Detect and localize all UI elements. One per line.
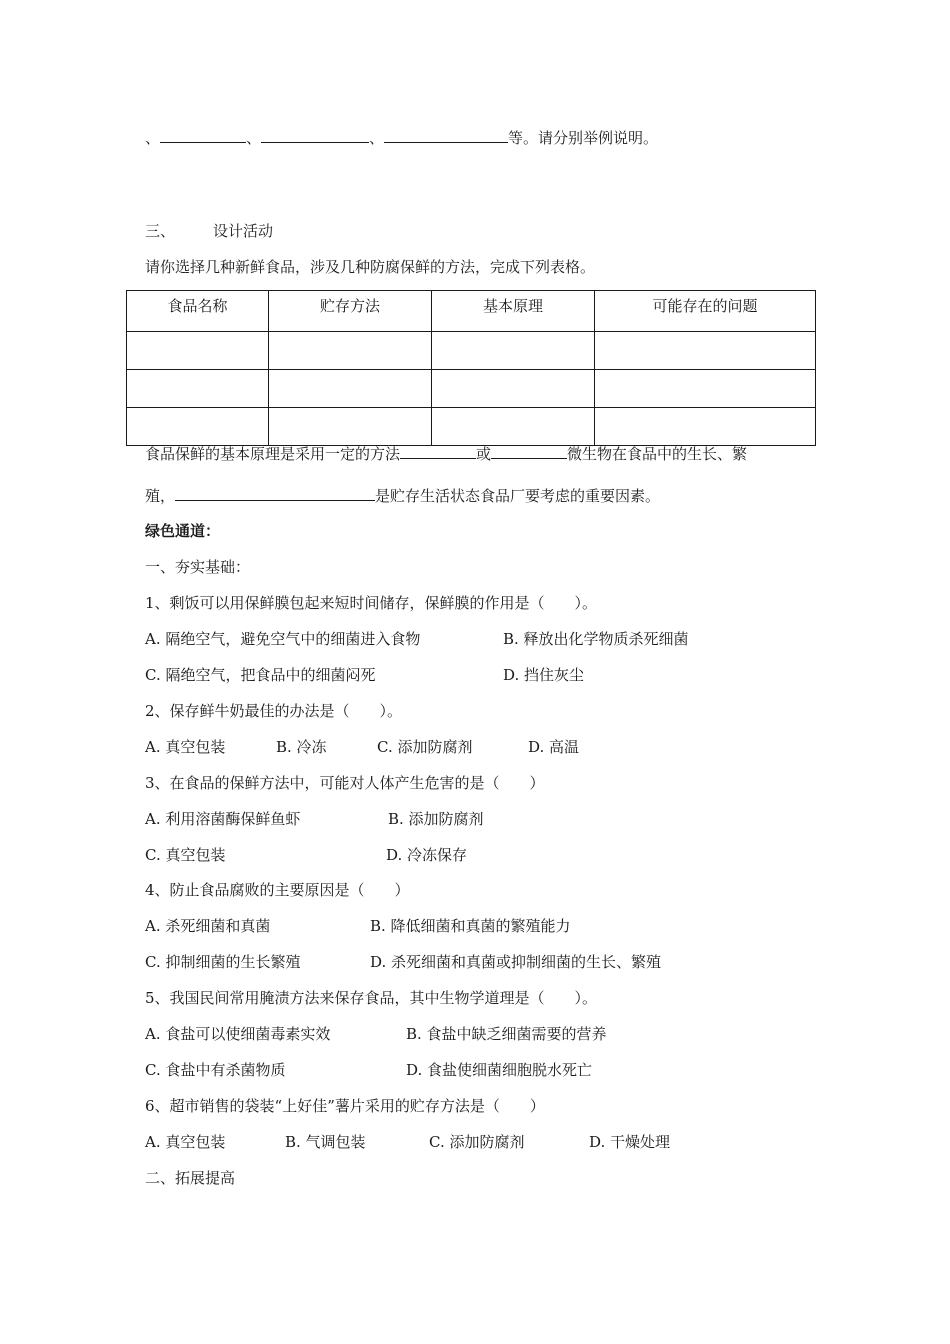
table-cell[interactable] — [595, 332, 816, 370]
q1-option-a[interactable]: A. 隔绝空气，避免空气中的细菌进入食物 — [145, 630, 421, 648]
blank-2[interactable] — [261, 128, 369, 143]
fill1-text-c: 微生物在食品中的生长、繁 — [567, 445, 748, 463]
q1-option-c[interactable]: C. 隔绝空气，把食品中的细菌闷死 — [145, 666, 376, 684]
fill1-text-b: 或 — [476, 445, 492, 463]
q6-option-a[interactable]: A. 真空包装 — [145, 1133, 226, 1151]
table-header-cell: 食品名称 — [127, 291, 269, 332]
section3-title: 设计活动 — [213, 222, 274, 240]
fill2-text-b: 是贮存生活状态食品厂要考虑的重要因素。 — [375, 487, 661, 505]
table-header-cell: 贮存方法 — [269, 291, 432, 332]
question-1-stem: 1、剩饭可以用保鲜膜包起来短时间储存，保鲜膜的作用是（ ）。 — [145, 594, 598, 612]
q2-option-d[interactable]: D. 高温 — [528, 738, 580, 756]
table-row — [127, 408, 816, 446]
q1-option-b[interactable]: B. 释放出化学物质杀死细菌 — [503, 630, 689, 648]
table-cell[interactable] — [127, 408, 269, 446]
blank-1[interactable] — [160, 128, 246, 143]
q5-option-b[interactable]: B. 食盐中缺乏细菌需要的营养 — [406, 1025, 607, 1043]
section3-heading — [145, 221, 273, 241]
q6-option-b[interactable]: B. 气调包装 — [285, 1133, 366, 1151]
table-cell[interactable] — [269, 370, 432, 408]
q4-option-d[interactable]: D. 杀死细菌和真菌或抑制细菌的生长、繁殖 — [370, 953, 662, 971]
table-cell[interactable] — [595, 370, 816, 408]
fill2-text-a: 殖， — [145, 487, 176, 505]
table-cell[interactable] — [432, 370, 595, 408]
question-2-stem: 2、保存鲜牛奶最佳的办法是（ ）。 — [145, 702, 403, 720]
q5-option-c[interactable]: C. 食盐中有杀菌物质 — [145, 1061, 286, 1079]
table-header-cell: 基本原理 — [432, 291, 595, 332]
table-cell[interactable] — [432, 408, 595, 446]
question-6-stem: 6、超市销售的袋装“上好佳”薯片采用的贮存方法是（ ） — [145, 1097, 545, 1115]
green-title: 绿色通道： — [145, 522, 221, 540]
table-cell[interactable] — [269, 408, 432, 446]
top-ending: 等。请分别举例说明。 — [508, 129, 659, 147]
blank-4[interactable] — [400, 444, 476, 459]
q1-option-d[interactable]: D. 挡住灰尘 — [503, 666, 585, 684]
table-cell[interactable] — [127, 332, 269, 370]
food-table — [126, 290, 816, 446]
fill1-text-a: 食品保鲜的基本原理是采用一定的方法 — [145, 445, 401, 463]
q4-option-c[interactable]: C. 抑制细菌的生长繁殖 — [145, 953, 301, 971]
q2-option-b[interactable]: B. 冷冻 — [276, 738, 327, 756]
q2-option-a[interactable]: A. 真空包装 — [145, 738, 226, 756]
blank-5[interactable] — [491, 444, 567, 459]
principle-fill-line — [145, 444, 747, 464]
q3-option-d[interactable]: D. 冷冻保存 — [386, 846, 468, 864]
table-row — [127, 332, 816, 370]
table-row — [127, 370, 816, 408]
q5-option-a[interactable]: A. 食盐可以使细菌毒素实效 — [145, 1025, 331, 1043]
table-header-row — [127, 291, 816, 332]
table-cell[interactable] — [269, 332, 432, 370]
q6-option-d[interactable]: D. 干燥处理 — [589, 1133, 671, 1151]
factor-fill-line — [145, 486, 660, 506]
section3-num: 三、 — [145, 222, 176, 240]
blank-6[interactable] — [175, 486, 375, 501]
question-5-stem: 5、我国民间常用腌渍方法来保存食品，其中生物学道理是（ ）。 — [145, 989, 598, 1007]
question-4-stem: 4、防止食品腐败的主要原因是（ ） — [145, 881, 410, 899]
q3-option-b[interactable]: B. 添加防腐剂 — [388, 810, 484, 828]
green-sub2: 二、拓展提高 — [145, 1169, 236, 1187]
q3-option-c[interactable]: C. 真空包装 — [145, 846, 226, 864]
q4-option-b[interactable]: B. 降低细菌和真菌的繁殖能力 — [370, 917, 571, 935]
table-cell[interactable] — [595, 408, 816, 446]
green-sub1: 一、夯实基础： — [145, 558, 251, 576]
table-cell[interactable] — [432, 332, 595, 370]
q6-option-c[interactable]: C. 添加防腐剂 — [429, 1133, 525, 1151]
blank-3[interactable] — [384, 128, 508, 143]
q2-option-c[interactable]: C. 添加防腐剂 — [377, 738, 473, 756]
q5-option-d[interactable]: D. 食盐使细菌细胞脱水死亡 — [406, 1061, 593, 1079]
question-3-stem: 3、在食品的保鲜方法中，可能对人体产生危害的是（ ） — [145, 774, 545, 792]
table-header-cell: 可能存在的问题 — [595, 291, 816, 332]
section3-instruction: 请你选择几种新鲜食品，涉及几种防腐保鲜的方法，完成下列表格。 — [145, 258, 596, 276]
q3-option-a[interactable]: A. 利用溶菌酶保鲜鱼虾 — [145, 810, 301, 828]
top-fill-line: 、 、 、 等。请分别举例说明。 — [145, 129, 659, 147]
q4-option-a[interactable]: A. 杀死细菌和真菌 — [145, 917, 271, 935]
table-cell[interactable] — [127, 370, 269, 408]
